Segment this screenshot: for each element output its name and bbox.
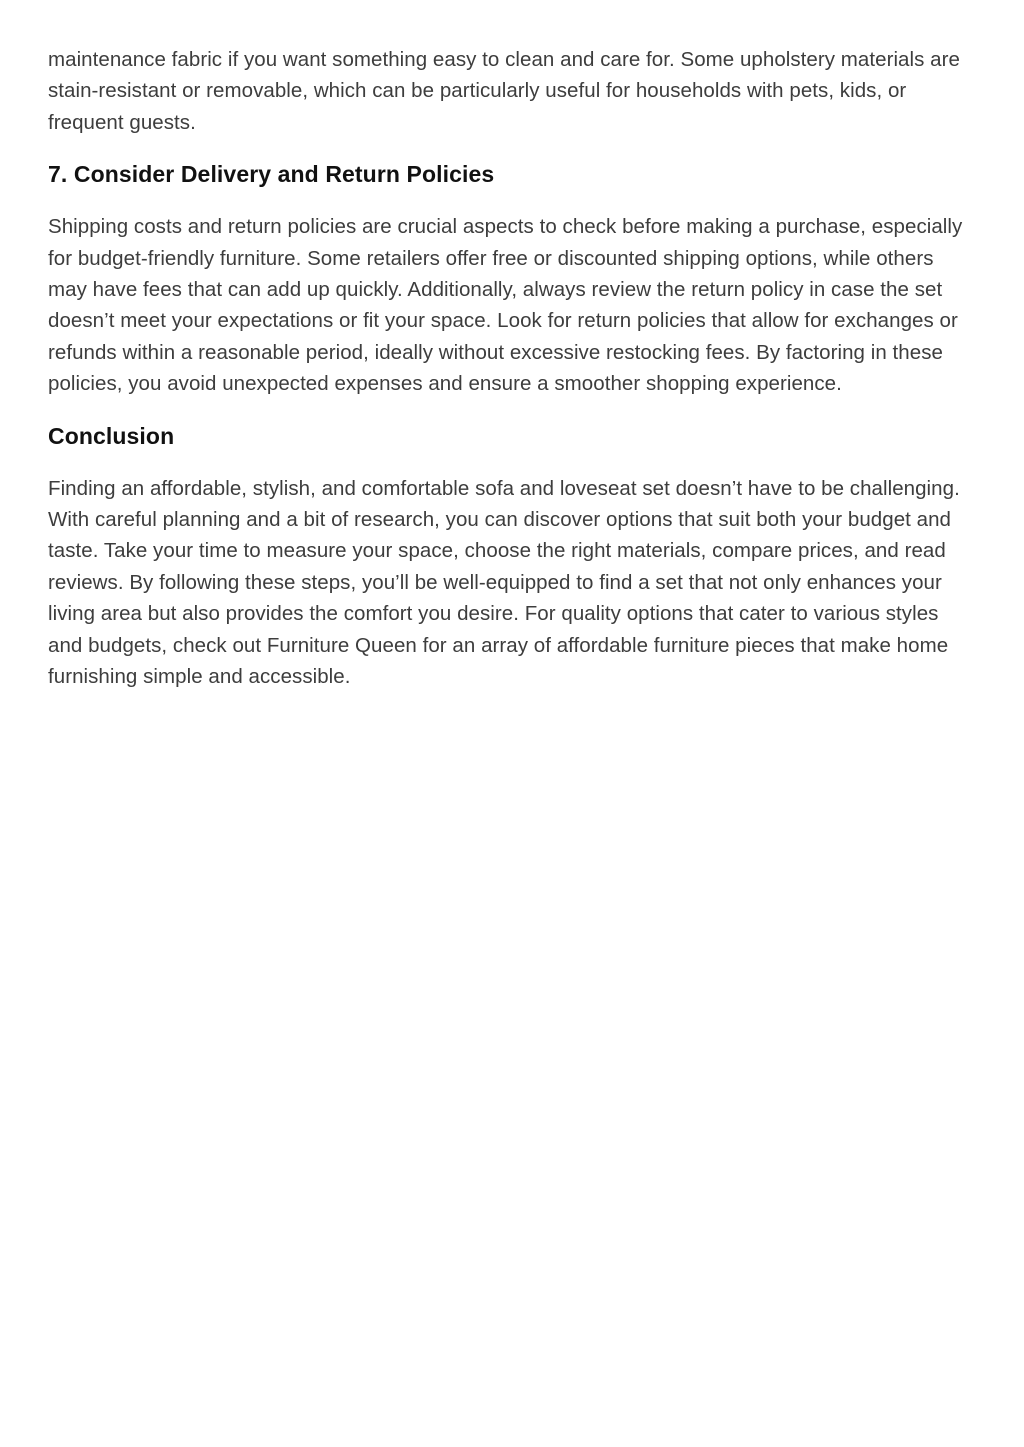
article-content: [48, 44, 976, 693]
conclusion-paragraph: Finding an affordable, stylish, and comfortable sofa and loveseat set doesn’t have to be challenging. With careful planning and a bit of research, you can discover options that suit both your budget and taste. Take your time to measure your space, choose the right materials, compare prices, and read reviews. By following these steps, you’ll be well-equipped to find a set that not only enhances your living area but also provides the comfort you desire. For quality options that cater to various styles and budgets, check out Furniture Queen for an array of affordable furniture pieces that make home furnishing simple and accessible.: [48, 476, 960, 689]
delivery-return-paragraph: Shipping costs and return policies are crucial aspects to check before making a purchase, especially for budget-friendly furniture. Some retailers offer free or discounted shipping options, while others may have fees that can add up quickly. Additionally, always review the return policy in case the set doesn’t meet your expectations or fit your space. Look for return policies that allow for exchanges or refunds within a reasonable period, ideally without excessive restocking fees. By factoring in these policies, you avoid unexpected expenses and ensure a smoother shopping experience.: [48, 215, 963, 396]
section-heading-delivery-return: 7. Consider Delivery and Return Policies: [48, 161, 495, 188]
intro-paragraph: maintenance fabric if you want something easy to clean and care for. Some upholstery materials are stain-resistant or removable, which can be particularly useful for households with pets, kids, or frequent guests.: [48, 48, 960, 134]
conclusion-heading: Conclusion: [48, 422, 175, 449]
